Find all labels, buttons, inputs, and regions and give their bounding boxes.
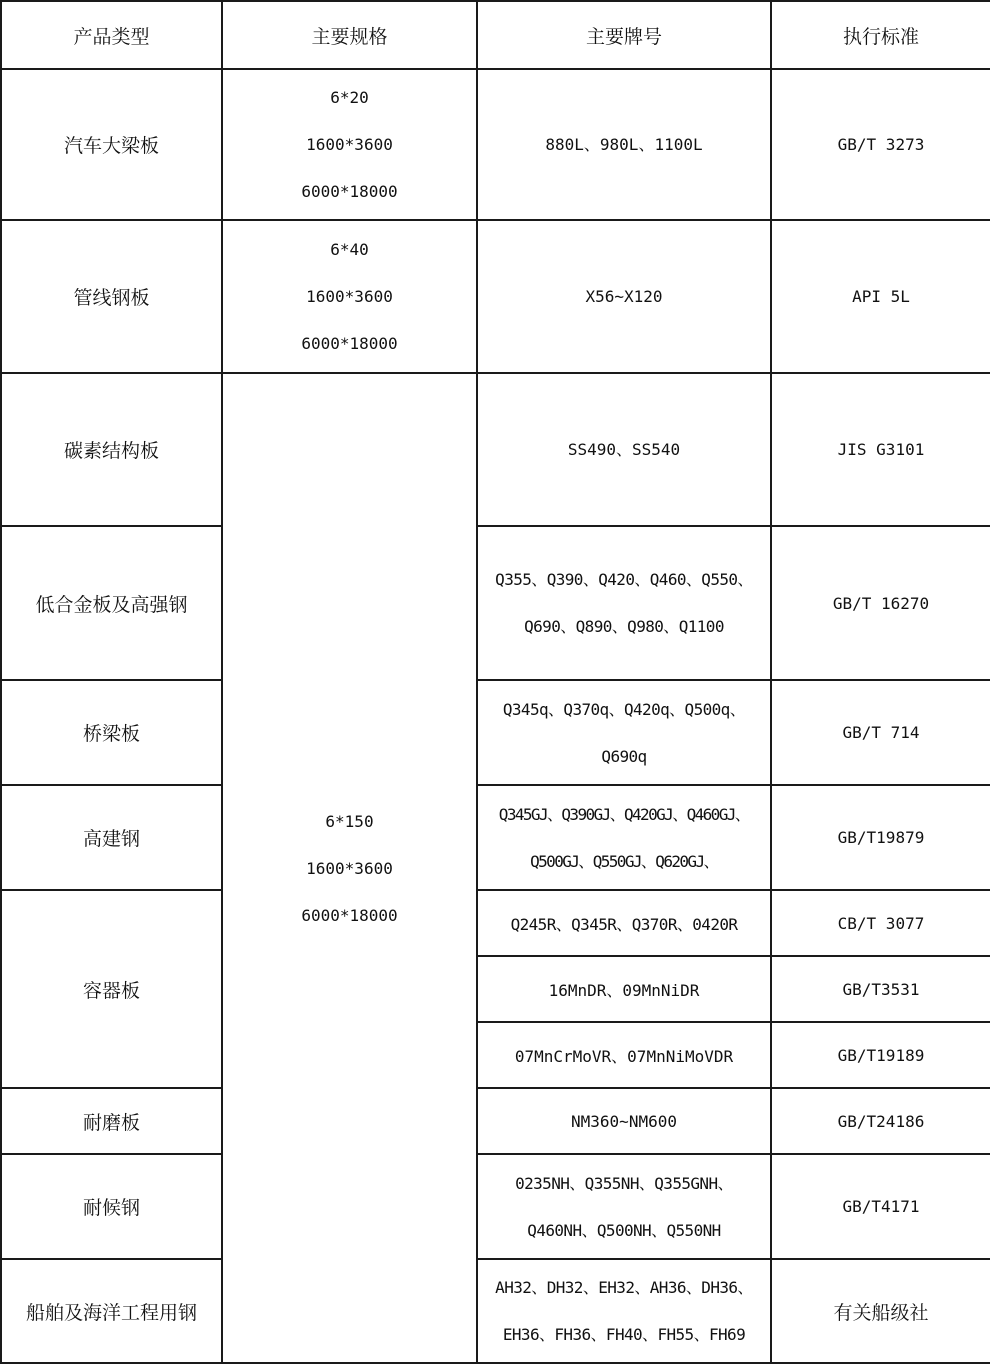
standard-cell: GB/T19879 — [771, 785, 990, 890]
spec-line: 6*20 — [330, 88, 369, 107]
standard-cell: GB/T3531 — [771, 956, 990, 1022]
spec-line: 6000*18000 — [301, 182, 398, 201]
grade-cell — [477, 1088, 771, 1154]
grade-cell: Q245R、Q345R、Q370R、0420R — [477, 890, 771, 956]
product-type-cell: 容器板 — [1, 890, 222, 1088]
standard-cell: API 5L — [771, 220, 990, 373]
standard-cell: GB/T24186 — [771, 1088, 990, 1154]
product-type-cell: 汽车大梁板 — [1, 69, 222, 220]
spec-line: 6000*18000 — [301, 905, 398, 925]
grade-cell: 07MnCrMoVR、07MnNiMoVDR — [477, 1022, 771, 1088]
header-main-grade: 主要牌号 — [477, 1, 771, 69]
product-type-cell: 耐候钢 — [1, 1154, 222, 1259]
header-standard: 执行标准 — [771, 1, 990, 69]
standard-cell: CB/T 3077 — [771, 890, 990, 956]
grade-line: SS490、SS540 — [567, 440, 681, 459]
grade-line: 880L、980L、1100L — [545, 135, 703, 154]
table-row — [1, 373, 990, 526]
grade-line: Q355、Q390、Q420、Q460、Q550、 — [495, 570, 753, 589]
grade-line: NM360~NM600 — [571, 1111, 677, 1131]
standard-cell: JIS G3101 — [771, 373, 990, 526]
grade-line: Q345q、Q370q、Q420q、Q500q、 — [502, 699, 746, 719]
header-main-spec: 主要规格 — [222, 1, 477, 69]
table-row — [1, 1259, 990, 1363]
spec-cell-shared — [222, 373, 477, 1363]
grade-line: X56~X120 — [585, 287, 663, 306]
grade-cell — [477, 680, 771, 785]
product-type-cell: 船舶及海洋工程用钢 — [1, 1259, 222, 1363]
grade-cell — [477, 1154, 771, 1259]
product-type-cell: 桥梁板 — [1, 680, 222, 785]
spec-line: 6*150 — [325, 811, 374, 831]
grade-cell — [477, 220, 771, 373]
product-type-cell: 管线钢板 — [1, 220, 222, 373]
table-row — [1, 220, 990, 373]
grade-cell — [477, 785, 771, 890]
grade-line: Q690q — [601, 746, 647, 766]
grade-line: Q345GJ、Q390GJ、Q420GJ、Q460GJ、 — [498, 804, 750, 824]
product-type-cell: 碳素结构板 — [1, 373, 222, 526]
product-type-cell: 耐磨板 — [1, 1088, 222, 1154]
standard-cell: 有关船级社 — [771, 1259, 990, 1363]
spec-line: 6000*18000 — [301, 334, 398, 353]
spec-cell — [222, 69, 477, 220]
spec-line: 1600*3600 — [306, 858, 393, 878]
header-row — [1, 1, 990, 69]
product-type-cell: 低合金板及高强钢 — [1, 526, 222, 680]
grade-cell: 16MnDR、09MnNiDR — [477, 956, 771, 1022]
header-product-type: 产品类型 — [1, 1, 222, 69]
table-row — [1, 526, 990, 680]
grade-cell — [477, 1259, 771, 1363]
grade-line: EH36、FH36、FH40、FH55、FH69 — [502, 1325, 746, 1344]
grade-line: 0235NH、Q355NH、Q355GNH、 — [515, 1173, 733, 1193]
table-row — [1, 1154, 990, 1259]
grade-line: Q460NH、Q500NH、Q550NH — [527, 1220, 721, 1240]
standard-cell: GB/T 16270 — [771, 526, 990, 680]
spec-line: 6*40 — [330, 240, 369, 259]
grade-cell — [477, 526, 771, 680]
table-row — [1, 890, 990, 956]
spec-line: 1600*3600 — [306, 287, 393, 306]
table-row — [1, 1088, 990, 1154]
grade-line: Q500GJ、Q550GJ、Q620GJ、 — [530, 851, 718, 871]
table-row — [1, 69, 990, 220]
standard-cell: GB/T 714 — [771, 680, 990, 785]
standard-cell: GB/T19189 — [771, 1022, 990, 1088]
grade-cell — [477, 373, 771, 526]
spec-cell — [222, 220, 477, 373]
product-type-cell: 高建钢 — [1, 785, 222, 890]
table-row — [1, 785, 990, 890]
spec-line: 1600*3600 — [306, 135, 393, 154]
standard-cell: GB/T 3273 — [771, 69, 990, 220]
standard-cell: GB/T4171 — [771, 1154, 990, 1259]
grade-line: AH32、DH32、EH32、AH36、DH36、 — [495, 1278, 753, 1297]
grade-line: Q690、Q890、Q980、Q1100 — [524, 617, 724, 636]
grade-cell — [477, 69, 771, 220]
table-row — [1, 680, 990, 785]
